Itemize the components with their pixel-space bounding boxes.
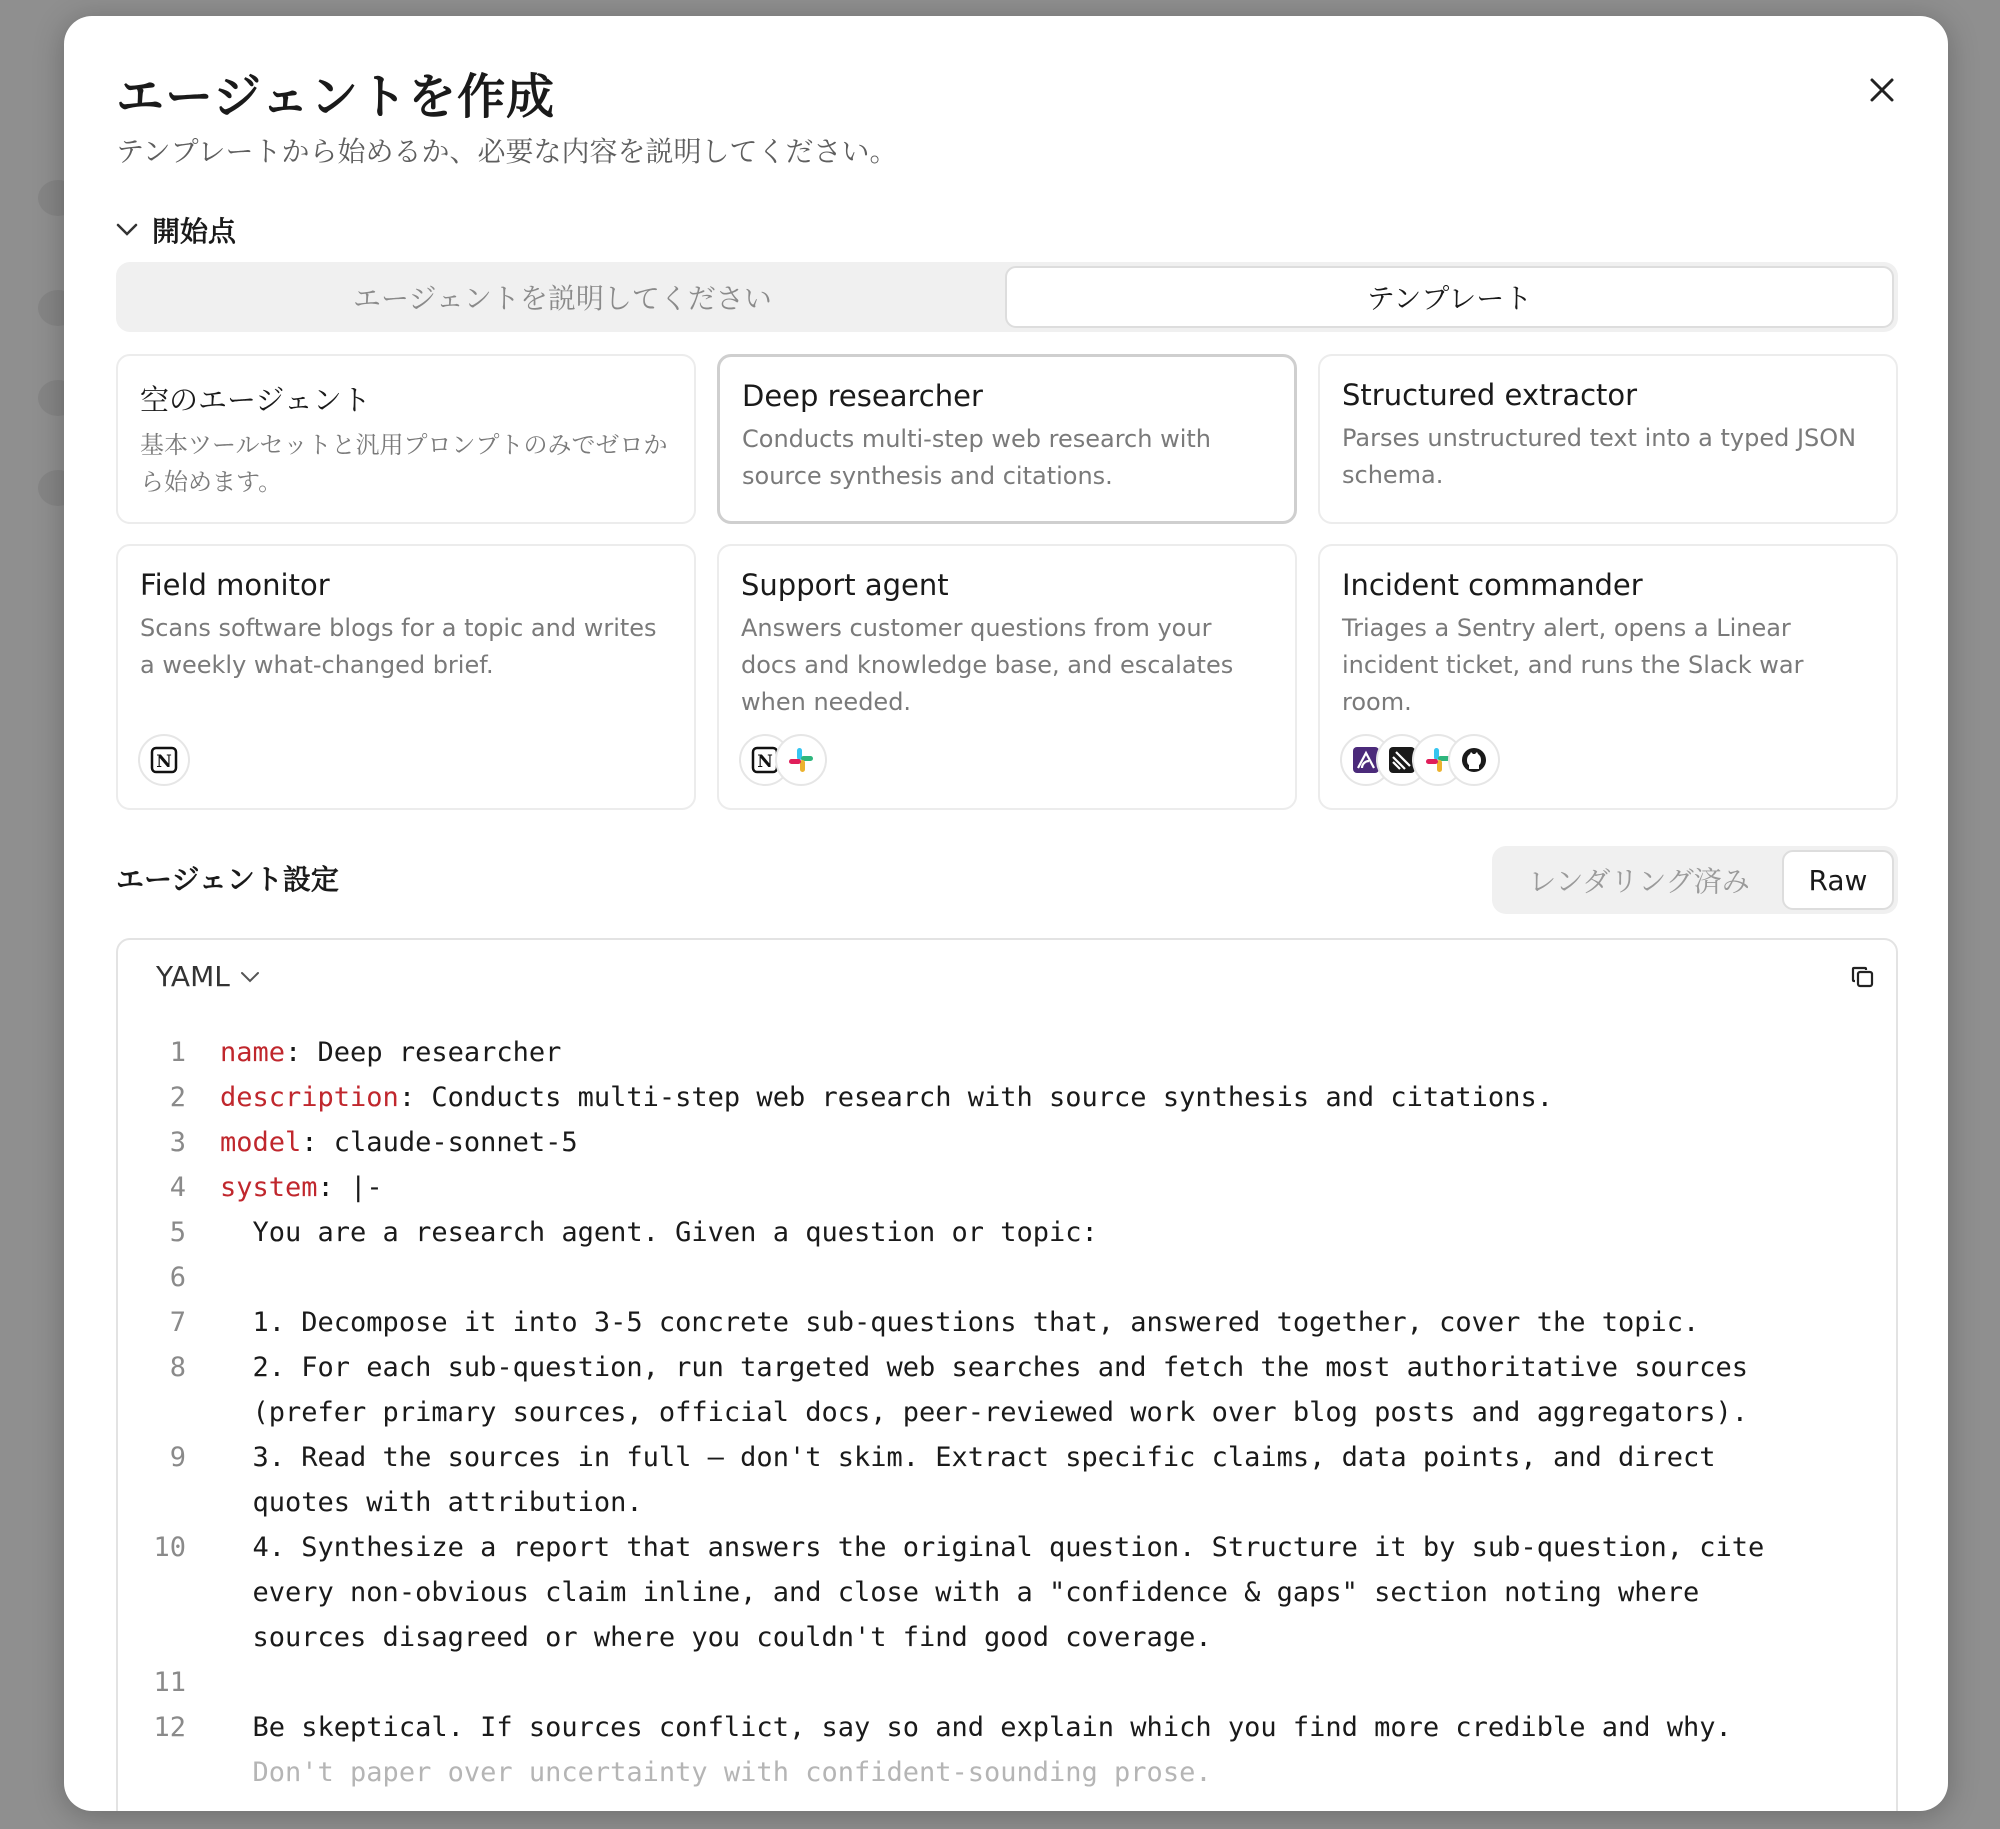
view-rendered-button[interactable]: レンダリング済み <box>1528 865 1750 898</box>
section-label: 開始点 <box>152 215 237 248</box>
template-description: Scans software blogs for a topic and writes a weekly what-changed brief. <box>140 614 657 679</box>
close-icon <box>1869 77 1895 103</box>
template-title: 空のエージェント <box>140 383 371 417</box>
line-number: 8 <box>169 1352 186 1383</box>
yaml-value: Be skeptical. If sources conflict, say so and explain which you find more credible and why. <box>220 1712 1732 1743</box>
template-title: Deep researcher <box>742 379 983 413</box>
code-line <box>118 1255 1896 1300</box>
language-selector[interactable] <box>156 960 260 993</box>
copy-button[interactable] <box>1850 964 1876 994</box>
line-number: 6 <box>169 1262 186 1293</box>
config-title: エージェント設定 <box>116 863 339 896</box>
code-text <box>220 1075 1840 1120</box>
template-description: Triages a Sentry alert, opens a Linear incident ticket, and runs the Slack war room. <box>1342 614 1804 716</box>
line-number <box>118 1750 186 1795</box>
yaml-separator: : <box>285 1037 318 1068</box>
template-description: Conducts multi-step web research with source synthesis and citations. <box>742 425 1212 490</box>
template-card-field-monitor[interactable] <box>116 544 696 810</box>
slack-icon <box>775 734 827 786</box>
line-number: 7 <box>169 1307 186 1338</box>
code-line <box>118 1750 1896 1795</box>
code-line <box>118 1300 1896 1345</box>
code-text <box>220 1255 1840 1300</box>
line-number: 3 <box>169 1127 186 1158</box>
template-title: Support agent <box>741 568 949 602</box>
mode-tabs <box>116 262 1898 332</box>
code-text <box>220 1750 1840 1795</box>
line-number: 2 <box>169 1082 186 1113</box>
yaml-value: Conducts multi-step web research with source synthesis and citations. <box>431 1082 1553 1113</box>
template-card-deep-researcher[interactable] <box>717 354 1297 524</box>
yaml-value: Deep researcher <box>317 1037 562 1068</box>
template-title: Incident commander <box>1342 568 1643 602</box>
yaml-value: You are a research agent. Given a question or topic: <box>220 1217 1098 1248</box>
line-number: 1 <box>169 1037 186 1068</box>
tab-templates[interactable]: テンプレート <box>1005 266 1894 328</box>
svg-text:N: N <box>757 752 773 772</box>
template-card-support-agent[interactable] <box>717 544 1297 810</box>
code-text <box>220 1435 1840 1525</box>
template-title: Field monitor <box>140 568 330 602</box>
yaml-value: |- <box>350 1172 383 1203</box>
yaml-value: 3. Read the sources in full — don't skim. Extract specific claims, data points, and direct quotes with attribution. <box>252 1442 1716 1518</box>
view-toggle <box>1492 846 1898 914</box>
close-button[interactable] <box>1860 68 1904 112</box>
create-agent-dialog <box>64 16 1948 1811</box>
code-line <box>118 1525 1896 1660</box>
template-card-incident-commander[interactable] <box>1318 544 1898 810</box>
chevron-down-icon <box>116 223 138 237</box>
code-line <box>118 1435 1896 1525</box>
code-line <box>118 1075 1896 1120</box>
starting-point-toggle[interactable] <box>116 210 236 250</box>
code-editor[interactable] <box>116 938 1898 1811</box>
code-line <box>118 1165 1896 1210</box>
yaml-value: Don't paper over uncertainty with confident-sounding prose. <box>220 1757 1212 1788</box>
code-text <box>220 1165 1840 1210</box>
chevron-down-icon <box>240 971 260 983</box>
line-number: 10 <box>153 1532 186 1563</box>
code-text <box>220 1660 1840 1705</box>
code-text <box>220 1525 1840 1660</box>
code-text <box>220 1210 1840 1255</box>
line-number: 9 <box>169 1442 186 1473</box>
github-icon <box>1448 734 1500 786</box>
code-line <box>118 1660 1896 1705</box>
integration-icons <box>138 734 174 786</box>
code-text <box>220 1120 1840 1165</box>
code-line <box>118 1030 1896 1075</box>
copy-icon <box>1850 964 1876 990</box>
code-text <box>220 1300 1840 1345</box>
yaml-separator: : <box>398 1082 432 1113</box>
view-raw-button[interactable]: Raw <box>1782 850 1894 910</box>
code-line <box>118 1210 1896 1255</box>
code-text <box>220 1030 1840 1075</box>
template-description: 基本ツールセットと汎用プロンプトのみでゼロから始めます。 <box>140 431 668 496</box>
language-label: YAML <box>156 960 230 993</box>
line-number: 12 <box>153 1712 186 1743</box>
template-card-empty-agent[interactable] <box>116 354 696 524</box>
line-number: 11 <box>153 1667 186 1698</box>
yaml-value: claude-sonnet-5 <box>333 1127 578 1158</box>
yaml-value: 2. For each sub-question, run targeted web searches and fetch the most authoritative sources (prefer primary sources, official docs, peer-reviewed work over blog posts and aggregators). <box>252 1352 1749 1428</box>
yaml-separator: : <box>317 1172 351 1203</box>
code-line <box>118 1345 1896 1435</box>
tab-describe-agent[interactable]: エージェントを説明してください <box>353 282 772 315</box>
code-content <box>118 1030 1896 1795</box>
yaml-key: system <box>220 1172 318 1203</box>
yaml-key: name <box>220 1037 286 1068</box>
notion-icon <box>138 734 190 786</box>
code-text <box>220 1345 1840 1435</box>
code-line <box>118 1120 1896 1165</box>
template-card-structured-extractor[interactable] <box>1318 354 1898 524</box>
yaml-key: model <box>220 1127 302 1158</box>
integration-icons <box>739 734 811 786</box>
line-number: 5 <box>169 1217 186 1248</box>
template-title: Structured extractor <box>1342 378 1638 412</box>
integration-icons <box>1340 734 1484 786</box>
code-line <box>118 1705 1896 1750</box>
line-number: 4 <box>169 1172 186 1203</box>
code-text <box>220 1705 1840 1750</box>
dialog-title: エージェントを作成 <box>116 69 556 125</box>
dialog-subtitle: テンプレートから始めるか、必要な内容を説明してください。 <box>116 135 898 168</box>
yaml-value: 1. Decompose it into 3-5 concrete sub-questions that, answered together, cover the topic. <box>220 1307 1700 1338</box>
template-description: Answers customer questions from your docs and knowledge base, and escalates when needed. <box>741 614 1234 716</box>
yaml-separator: : <box>301 1127 334 1158</box>
template-description: Parses unstructured text into a typed JSON schema. <box>1342 424 1857 489</box>
svg-text:N: N <box>156 752 172 772</box>
yaml-key: description <box>220 1082 399 1113</box>
yaml-value: 4. Synthesize a report that answers the original question. Structure it by sub-question, cite every non-obvious claim inline, and close with a "confidence & gaps" section noting where sources disagreed or where you couldn't find good coverage. <box>252 1532 1765 1653</box>
